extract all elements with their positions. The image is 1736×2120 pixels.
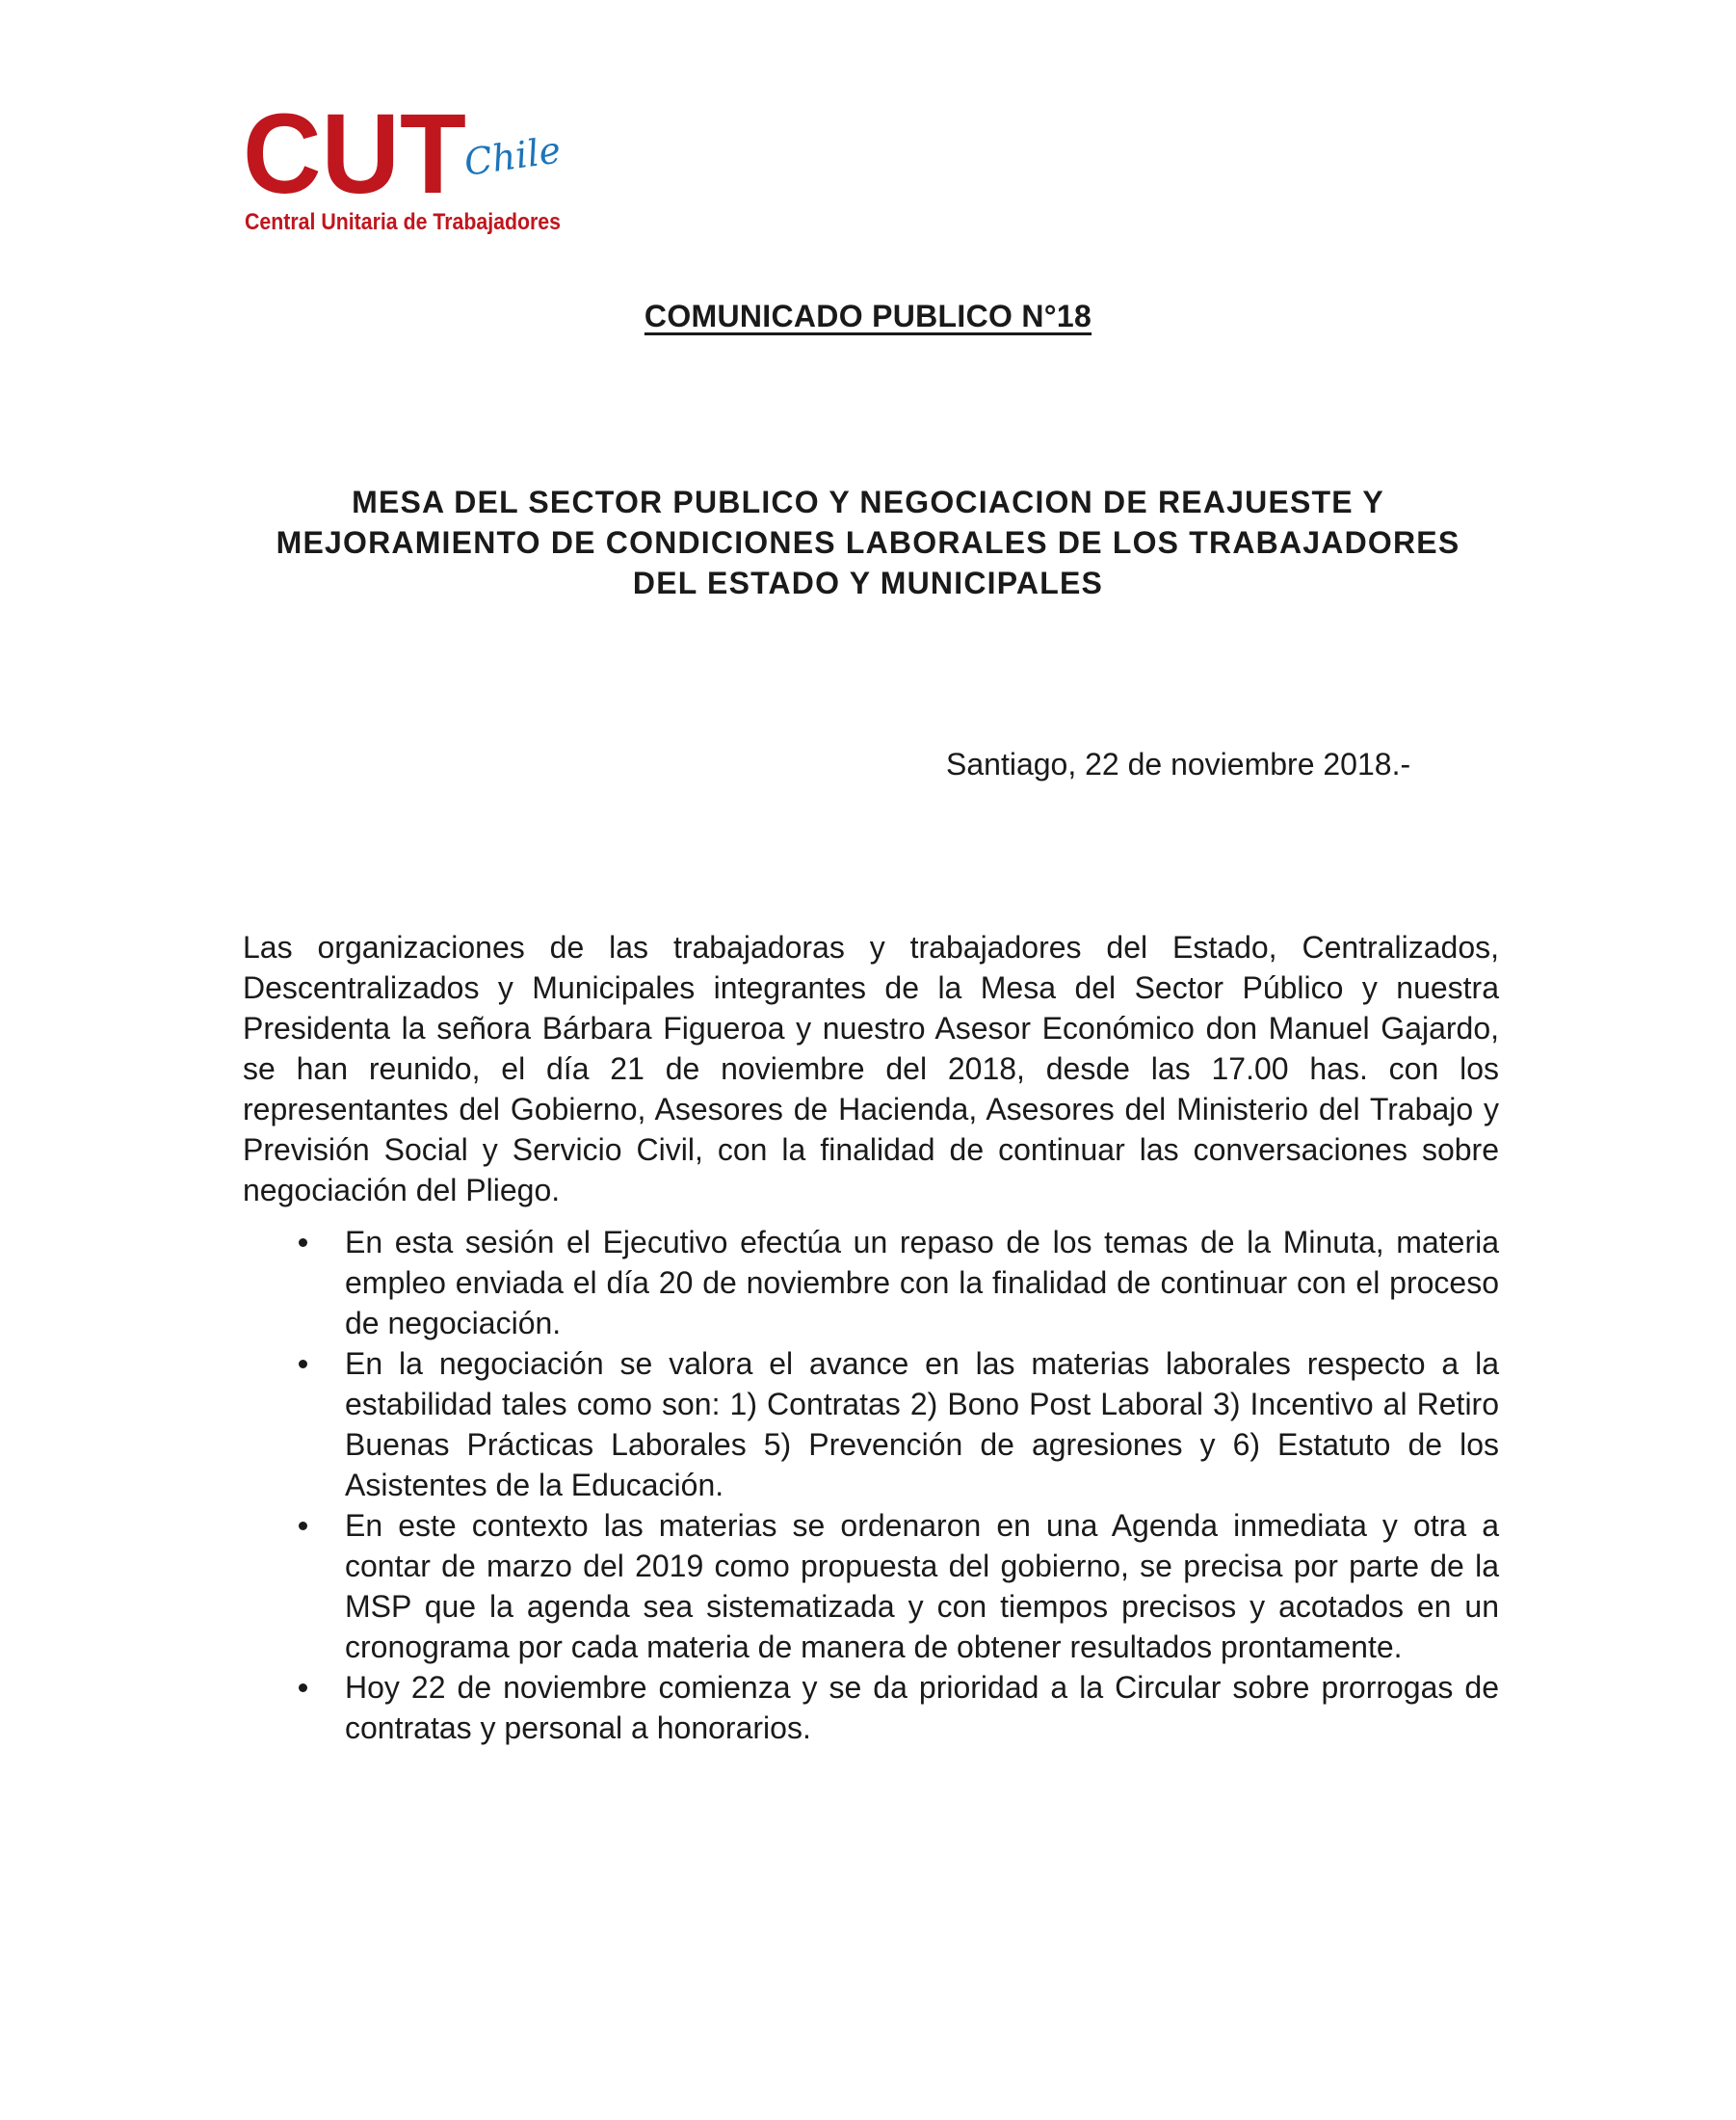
dateline: Santiago, 22 de noviembre 2018.-	[946, 747, 1411, 782]
bullet-text: En la negociación se valora el avance en las materias laborales respecto a la estabilidad tales como son: 1) Contratas 2) Bono Post Laboral 3) Incentivo al Retiro Buenas Prácticas Laborales 5) Prevención de agresiones y 6) Estatuto de los Asistentes de la Educación.	[345, 1346, 1499, 1502]
intro-paragraph: Las organizaciones de las trabajadoras y trabajadores del Estado, Centralizados, Descentralizados y Municipales integrantes de la Mesa del Sector Público y nuestra Presidenta la señora Bárbara Figueroa y nuestro Asesor Económico don Manuel Gajardo, se han reunido, el día 21 de noviembre del 2018, desde las 17.00 has. con los representantes del Gobierno, Asesores de Hacienda, Asesores del Ministerio del Trabajo y Previsión Social y Servicio Civil, con la finalidad de continuar las conversaciones sobre negociación del Pliego.	[243, 930, 1499, 1207]
bullet-list	[243, 1222, 1499, 1748]
bullet-item	[243, 1505, 1499, 1667]
headline	[231, 482, 1505, 603]
cut-chile-logo	[243, 96, 570, 241]
bullet-text: En esta sesión el Ejecutivo efectúa un repaso de los temas de la Minuta, materia empleo enviada el día 20 de noviembre con la finalidad de continuar con el proceso de negociación.	[345, 1225, 1499, 1340]
bullet-dot-icon	[299, 1683, 307, 1692]
bullet-text: Hoy 22 de noviembre comienza y se da prioridad a la Circular sobre prorrogas de contratas y personal a honorarios.	[345, 1670, 1499, 1745]
bullet-item	[243, 1343, 1499, 1505]
headline-line: MEJORAMIENTO DE CONDICIONES LABORALES DE LOS TRABAJADORES	[276, 525, 1460, 560]
logo-main-text: CUT	[243, 96, 466, 218]
bullet-dot-icon	[299, 1522, 307, 1530]
logo-subtitle: Central Unitaria de Trabajadores	[245, 209, 561, 235]
headline-line: MESA DEL SECTOR PUBLICO Y NEGOCIACION DE REAJUESTE Y	[352, 485, 1384, 519]
bullet-item	[243, 1667, 1499, 1748]
comunicado-title: COMUNICADO PUBLICO N°18	[644, 299, 1092, 333]
bullet-dot-icon	[299, 1238, 307, 1247]
document-body	[243, 927, 1499, 1748]
bullet-text: En este contexto las materias se ordenaron en una Agenda inmediata y otra a contar de marzo del 2019 como propuesta del gobierno, se precisa por parte de la MSP que la agenda sea sistematizada y con tiempos precisos y acotados en un cronograma por cada materia de manera de obtener resultados prontamente.	[345, 1508, 1499, 1664]
logo-script-text: Chile	[461, 128, 564, 184]
bullet-item	[243, 1222, 1499, 1343]
bullet-dot-icon	[299, 1360, 307, 1368]
cut-logo-graphic	[243, 96, 570, 241]
headline-line: DEL ESTADO Y MUNICIPALES	[632, 566, 1104, 600]
